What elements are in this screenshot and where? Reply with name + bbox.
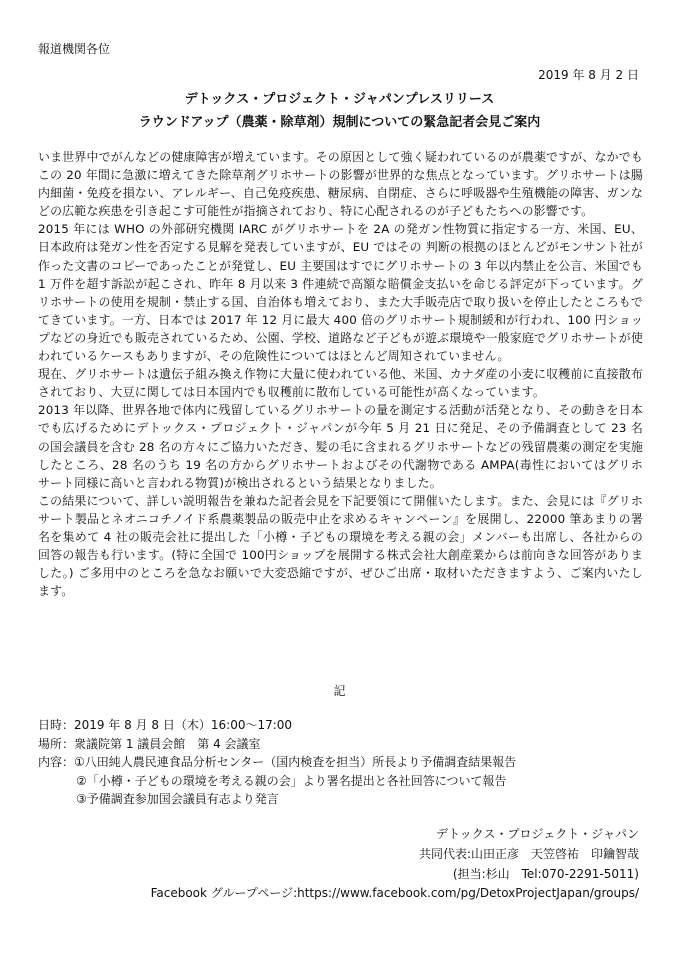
footer-signature bbox=[419, 824, 639, 884]
facebook-group-link[interactable]: Facebook グループページ:https://www.facebook.com/pg/DetoxProjectJapan/groups/ bbox=[150, 886, 639, 900]
paragraph-4: 2013 年以降、世界各地で体内に残留しているグリホサートの量を測定する活動が活発となり、その動きを日本でも広げるためにデトックス・プロジェクト・ジャパンが今年 5 月 21 日に発足、その予備調査として 23 名の国会議員を含む 28 名の方々にご協力いただき、髪の毛に含まれるグリホサートなどの残留農薬の測定を実施したところ、28 名のうち 19 名の方からグリホサートおよびその代謝物である AMPA(毒性においてはグリホサート同様に高いと言われる物質)が検出されるという結果となりました。 bbox=[38, 403, 643, 490]
body-text bbox=[38, 148, 643, 600]
event-venue: 場所：衆議院第 1 議員会館 第 4 会議室 bbox=[38, 736, 261, 751]
paragraph-1: いま世界中でがんなどの健康障害が増えています。その原因として強く疑われているのが農薬ですが、なかでもこの 20 年間に急激に増えてきた除草剤グリホサートの影響が世界的な焦点となっています。グリホサートは腸内細菌・免疫を損ない、アレルギー、自己免疫疾患、糖尿病、自閉症、さらに呼吸器や生殖機能の障害、ガンなどの広範な疾患を引き起こす可能性が指摘されており、特に心配されるのが子どもたちへの影響です。 bbox=[38, 150, 643, 219]
event-content-2: ②「小樽・子どもの環境を考える親の会」より署名提出と各社回答について報告 bbox=[76, 773, 507, 788]
addressee: 報道機関各位 bbox=[38, 42, 111, 56]
paragraph-5: この結果について、詳しい説明報告を兼ねた記者会見を下記要領にて開催いたします。また、会見には『グリホサート製品とネオニコチノイド系農薬製品の販売中止を求めるキャンペーン』を展開し、22000 筆あまりの署名を集めて 4 社の販売会社に提出した「小樽・子どもの環境を考える親の会」メンバーも出席し、各社からの回答の報告も行います。(特に全国で 100円ショップを展開する株式会社大創産業からは前向きな回答がありました。) ご多用中のところを急なお願いで大変恐縮ですが、ぜひご出席・取材いただきますよう、ご案内いたします。 bbox=[38, 493, 643, 599]
contact-info: (担当:杉山 Tel:070-2291-5011) bbox=[452, 867, 639, 881]
title-line-2: ラウンドアップ（農薬・除草剤）規制についての緊急記者会見ご案内 bbox=[138, 115, 541, 130]
paragraph-2: 2015 年には WHO の外部研究機関 IARC がグリホサートを 2A の発ガン性物質に指定する一方、米国、EU、日本政府は発ガン性を否定する見解を発表していますが、EU ではその 判断の根拠のほとんどがモンサント社が作った文書のコピーであったことが発覚し、EU 主要国はすでにグリホサートの 3 年以内禁止を公言、米国でも 1 万件を超す訴訟が起こされ、昨年 8 月以来 3 件連続で高額な賠償金支払いを命じる評定が下っています。グリホサートの使用を規制・禁止する国、自治体も増えており、また大手販売店で取り扱いを停止したところもでてきています。一方、日本では 2017 年 12 月に最大 400 倍のグリホサート規制緩和が行われ、100 円ショップなどの身近でも販売されているため、公園、学校、道路など子どもが遊ぶ環境や一般家庭でグリホサートが使われているケースもありますが、その危険性についてはほとんど周知されていません。 bbox=[38, 222, 643, 364]
paragraph-3: 現在、グリホサートは遺伝子組み換え作物に大量に使われている他、米国、カナダ産の小麦に収穫前に直接散布されており、大豆に関しては日本国内でも収穫前に散布している可能性が高くなっています。 bbox=[38, 367, 643, 400]
organization-name: デトックス・プロジェクト・ジャパン bbox=[435, 827, 639, 841]
event-datetime: 日時：2019 年 8 月 8 日（木）16:00～17:00 bbox=[38, 718, 293, 732]
co-representatives: 共同代表:山田正彦 天笠啓祐 印鑰智哉 bbox=[418, 847, 639, 861]
event-content-1: 内容：①八田純人農民連食品分析センター（国内検査を担当）所長より予備調査結果報告 bbox=[38, 755, 517, 769]
event-details bbox=[38, 716, 516, 809]
release-date: 2019 年 8 月 2 日 bbox=[538, 68, 639, 82]
ki-heading: 記 bbox=[333, 684, 346, 698]
title-line-1: デトックス・プロジェクト・ジャパンプレスリリース bbox=[184, 92, 495, 107]
event-content-3: ③予備調査参加国会議員有志より発言 bbox=[76, 792, 279, 806]
